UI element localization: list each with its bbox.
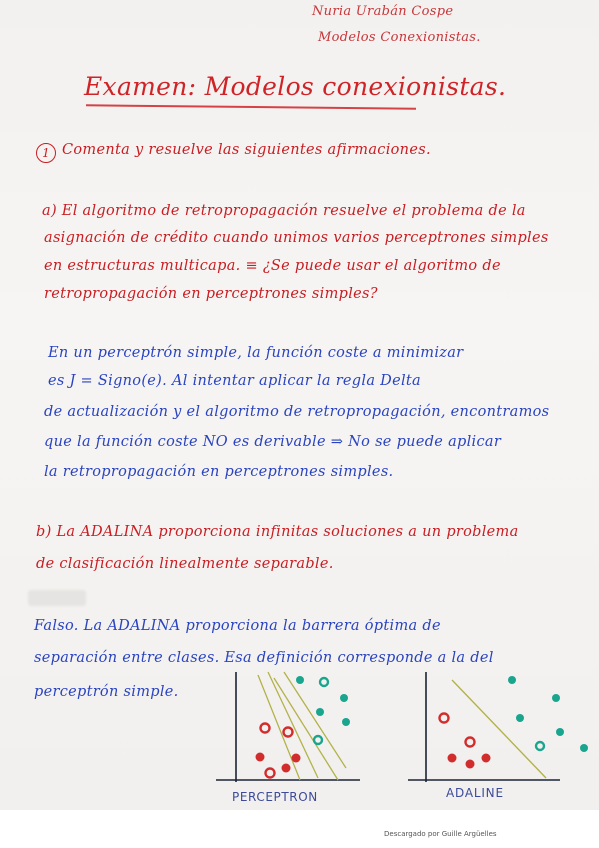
page-title: Examen: Modelos conexionistas. xyxy=(84,72,507,101)
class-a-point xyxy=(282,764,291,773)
class-a-point xyxy=(482,754,491,763)
class-a-point xyxy=(284,728,293,737)
class-b-point xyxy=(536,742,544,750)
perceptron-label: PERCEPTRON xyxy=(232,790,318,804)
part-a-line-4: retropropagación en perceptrones simples? xyxy=(44,286,378,302)
class-b-point xyxy=(516,714,524,722)
perceptron-sketch xyxy=(216,672,360,782)
question-prompt: Comenta y resuelve las siguientes afirmaciones. xyxy=(62,142,431,158)
class-b-point xyxy=(314,736,322,744)
answer-a-line-4: que la función coste NO es derivable ⇒ No se puede aplicar xyxy=(44,434,502,450)
course-name: Modelos Conexionistas. xyxy=(318,30,481,45)
answer-a-line-3: de actualización y el algoritmo de retropropagación, encontramos xyxy=(44,404,550,420)
question-number: 1 xyxy=(36,143,56,163)
class-a-point xyxy=(466,760,475,769)
answer-b-line-1: Falso. La ADALINA proporciona la barrera óptima de xyxy=(34,618,441,634)
adaline-sketch xyxy=(408,672,588,782)
class-b-point xyxy=(556,728,564,736)
part-a-line-3: en estructuras multicapa. ≡ ¿Se puede usar el algoritmo de xyxy=(44,258,501,274)
class-b-point xyxy=(340,694,348,702)
part-b-line-2: de clasificación linealmente separable. xyxy=(36,556,334,572)
class-a-point xyxy=(261,724,270,733)
class-b-point xyxy=(552,694,560,702)
class-a-point xyxy=(448,754,457,763)
separator-line xyxy=(284,672,346,768)
class-b-point xyxy=(320,678,328,686)
part-a-line-1: a) El algoritmo de retropropagación resuelve el problema de la xyxy=(42,203,526,219)
adaline-label: ADALINE xyxy=(446,786,504,800)
answer-a-line-2: es J = Signo(e). Al intentar aplicar la regla Delta xyxy=(48,373,421,389)
part-a-line-2: asignación de crédito cuando unimos varios perceptrones simples xyxy=(44,230,549,246)
answer-b-line-2: separación entre clases. Esa definición corresponde a la del xyxy=(34,650,494,666)
class-a-point xyxy=(440,714,449,723)
author-name: Nuria Urabán Cospe xyxy=(312,4,454,19)
answer-a-line-1: En un perceptrón simple, la función coste a minimizar xyxy=(48,345,464,361)
class-b-point xyxy=(508,676,516,684)
answer-b-line-3: perceptrón simple. xyxy=(34,684,179,700)
class-b-point xyxy=(342,718,350,726)
class-a-point xyxy=(292,754,301,763)
class-a-point xyxy=(266,769,275,778)
class-a-point xyxy=(256,753,265,762)
class-b-point xyxy=(316,708,324,716)
class-b-point xyxy=(580,744,588,752)
class-b-point xyxy=(296,676,304,684)
part-b-line-1: b) La ADALINA proporciona infinitas soluciones a un problema xyxy=(36,524,519,540)
class-a-point xyxy=(466,738,475,747)
answer-a-line-5: la retropropagación en perceptrones simples. xyxy=(44,464,394,480)
download-footer: Descargado por Guille Argüelles xyxy=(384,830,497,838)
